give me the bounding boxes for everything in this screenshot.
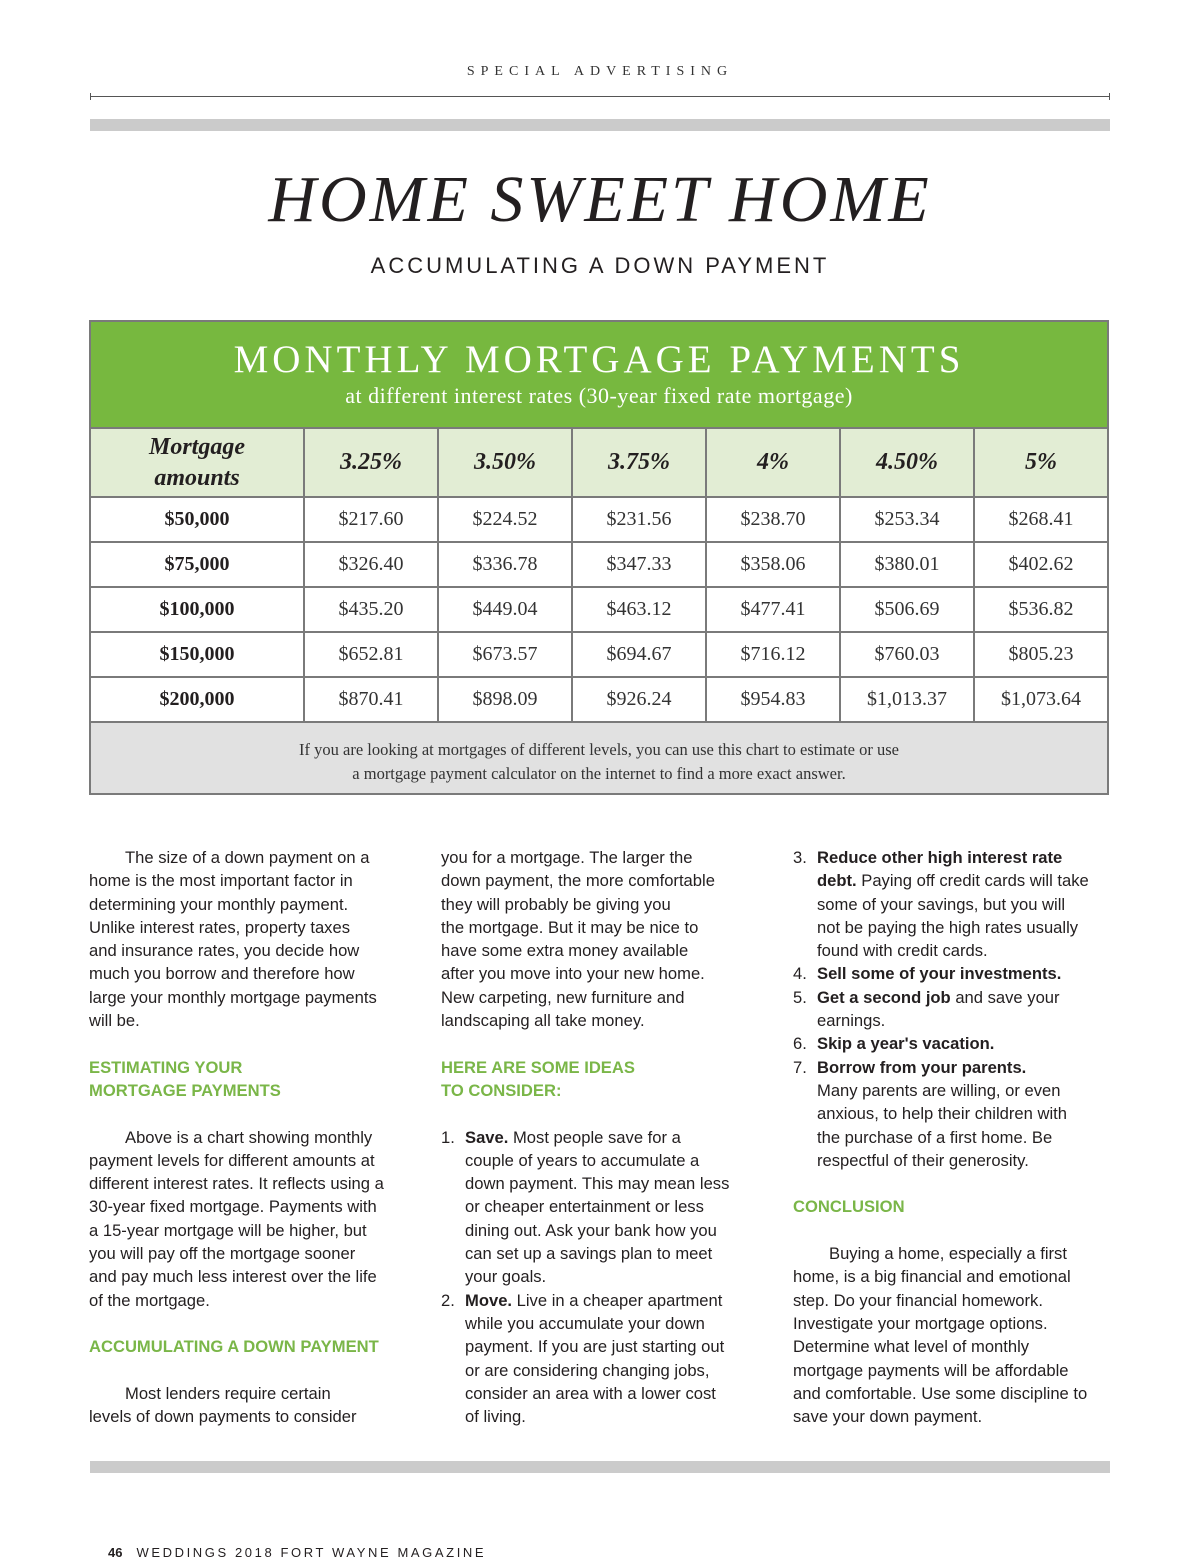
continued-paragraph bbox=[441, 846, 761, 1032]
payment-cell: $231.56 bbox=[572, 497, 706, 542]
payment-cell: $358.06 bbox=[706, 542, 840, 587]
text-line: they will probably be giving you bbox=[441, 894, 671, 914]
list-number: 4. bbox=[793, 964, 807, 984]
list-item bbox=[793, 986, 1113, 1033]
payment-cell: $536.82 bbox=[974, 587, 1107, 632]
payment-cell: $652.81 bbox=[304, 632, 438, 677]
column-header-amounts-line2: amounts bbox=[154, 464, 240, 491]
table-footnote-line1: If you are looking at mortgages of different levels, you can use this chart to estimate or use bbox=[299, 740, 899, 759]
list-number: 7. bbox=[793, 1057, 807, 1077]
row-amount: $50,000 bbox=[91, 497, 304, 542]
list-item-title: Sell some of your investments. bbox=[817, 964, 1062, 984]
list-item bbox=[793, 1032, 1113, 1055]
text-line: Live in a cheaper apartment bbox=[512, 1290, 723, 1310]
table-title: MONTHLY MORTGAGE PAYMENTS bbox=[233, 338, 965, 381]
text-line: payment levels for different amounts at bbox=[89, 1150, 375, 1170]
payment-cell: $926.24 bbox=[572, 677, 706, 722]
text-line: Unlike interest rates, property taxes bbox=[89, 917, 351, 937]
text-line: some of your savings, but you will bbox=[817, 894, 1066, 914]
estimating-paragraph bbox=[89, 1126, 419, 1312]
page-number: 46 bbox=[108, 1545, 123, 1560]
payment-cell: $449.04 bbox=[438, 587, 572, 632]
text-line: landscaping all take money. bbox=[441, 1011, 645, 1031]
payment-cell: $898.09 bbox=[438, 677, 572, 722]
list-item bbox=[793, 962, 1113, 985]
section-heading-estimating bbox=[89, 1056, 419, 1103]
heading-line: HERE ARE SOME IDEAS bbox=[441, 1057, 635, 1077]
payment-cell: $380.01 bbox=[840, 542, 974, 587]
heading-line: MORTGAGE PAYMENTS bbox=[89, 1080, 281, 1100]
list-item bbox=[793, 1056, 1113, 1172]
text-line: have some extra money available bbox=[441, 941, 689, 961]
payment-cell: $402.62 bbox=[974, 542, 1107, 587]
payment-cell: $954.83 bbox=[706, 677, 840, 722]
section-heading-conclusion: CONCLUSION bbox=[793, 1197, 905, 1217]
mortgage-table bbox=[91, 429, 1107, 723]
text-line: determining your monthly payment. bbox=[89, 894, 349, 914]
text-line: the purchase of a first home. Be bbox=[817, 1127, 1053, 1147]
row-amount: $75,000 bbox=[91, 542, 304, 587]
ideas-list bbox=[441, 1126, 761, 1429]
list-item bbox=[441, 1289, 761, 1429]
payment-cell: $326.40 bbox=[304, 542, 438, 587]
publication-name: WEDDINGS 2018 FORT WAYNE MAGAZINE bbox=[136, 1545, 487, 1560]
text-line: a 15-year mortgage will be higher, but bbox=[89, 1220, 367, 1240]
text-line: down payment. This may mean less bbox=[465, 1174, 730, 1194]
row-amount: $150,000 bbox=[91, 632, 304, 677]
article-column-1 bbox=[89, 846, 419, 1428]
section-heading-ideas bbox=[441, 1056, 761, 1103]
text-line: mortgage payments will be affordable bbox=[793, 1360, 1069, 1380]
payment-cell: $1,013.37 bbox=[840, 677, 974, 722]
list-item-title: Save. bbox=[465, 1127, 509, 1147]
list-item-title: Skip a year's vacation. bbox=[817, 1034, 995, 1054]
text-line: Determine what level of monthly bbox=[793, 1337, 1030, 1357]
payment-cell: $224.52 bbox=[438, 497, 572, 542]
column-header-rate: 5% bbox=[974, 429, 1107, 497]
text-line: much you borrow and therefore how bbox=[89, 964, 355, 984]
table-row bbox=[91, 542, 1107, 587]
payment-cell: $463.12 bbox=[572, 587, 706, 632]
text-line: large your monthly mortgage payments bbox=[89, 987, 377, 1007]
text-line: of the mortgage. bbox=[89, 1290, 210, 1310]
payment-cell: $435.20 bbox=[304, 587, 438, 632]
text-line: Paying off credit cards will take bbox=[856, 871, 1089, 891]
payment-cell: $217.60 bbox=[304, 497, 438, 542]
payment-cell: $760.03 bbox=[840, 632, 974, 677]
payment-cell: $673.57 bbox=[438, 632, 572, 677]
top-rule bbox=[90, 96, 1110, 97]
list-item-title: Borrow from your parents. bbox=[817, 1057, 1027, 1077]
text-line: or cheaper entertainment or less bbox=[465, 1197, 704, 1217]
table-header-banner bbox=[91, 322, 1107, 429]
column-header-amounts bbox=[91, 429, 304, 497]
row-amount: $100,000 bbox=[91, 587, 304, 632]
text-line: earnings. bbox=[817, 1011, 886, 1031]
column-header-rate: 3.75% bbox=[572, 429, 706, 497]
text-line: dining out. Ask your bank how you bbox=[465, 1220, 717, 1240]
section-heading-down-payment: ACCUMULATING A DOWN PAYMENT bbox=[89, 1337, 379, 1357]
text-line: Many parents are willing, or even bbox=[817, 1080, 1061, 1100]
text-line: The size of a down payment on a bbox=[125, 848, 370, 867]
text-line: while you accumulate your down bbox=[465, 1313, 705, 1333]
table-footnote bbox=[91, 723, 1107, 793]
table-row bbox=[91, 497, 1107, 542]
text-line: your goals. bbox=[465, 1267, 547, 1287]
list-item-title: Reduce other high interest rate bbox=[817, 848, 1063, 867]
down-payment-paragraph bbox=[89, 1382, 419, 1429]
table-footnote-line2: a mortgage payment calculator on the internet to find a more exact answer. bbox=[352, 764, 846, 783]
article-column-2 bbox=[441, 846, 761, 1428]
list-item bbox=[793, 846, 1113, 962]
payment-cell: $347.33 bbox=[572, 542, 706, 587]
payment-cell: $336.78 bbox=[438, 542, 572, 587]
text-line: or are considering changing jobs, bbox=[465, 1360, 710, 1380]
payment-cell: $870.41 bbox=[304, 677, 438, 722]
text-line: save your down payment. bbox=[793, 1407, 983, 1427]
text-line: the mortgage. But it may be nice to bbox=[441, 917, 699, 937]
text-line: Investigate your mortgage options. bbox=[793, 1313, 1048, 1333]
list-number: 2. bbox=[441, 1290, 455, 1310]
text-line: Buying a home, especially a first bbox=[829, 1244, 1067, 1264]
text-line: not be paying the high rates usually bbox=[817, 917, 1079, 937]
ideas-list-continued bbox=[793, 846, 1113, 1172]
table-row bbox=[91, 587, 1107, 632]
payment-cell: $477.41 bbox=[706, 587, 840, 632]
text-line: found with credit cards. bbox=[817, 941, 988, 961]
section-kicker: SPECIAL ADVERTISING bbox=[466, 64, 734, 79]
list-item-title: Get a second job bbox=[817, 987, 951, 1007]
text-line: couple of years to accumulate a bbox=[465, 1150, 700, 1170]
text-line: will be. bbox=[89, 1011, 140, 1031]
payment-cell: $268.41 bbox=[974, 497, 1107, 542]
table-header-row bbox=[91, 429, 1107, 497]
mortgage-table-box bbox=[89, 320, 1109, 795]
text-line: payment. If you are just starting out bbox=[465, 1337, 725, 1357]
intro-paragraph bbox=[89, 846, 419, 1032]
text-line: and comfortable. Use some discipline to bbox=[793, 1383, 1088, 1403]
payment-cell: $694.67 bbox=[572, 632, 706, 677]
column-header-rate: 4.50% bbox=[840, 429, 974, 497]
table-subtitle: at different interest rates (30-year fixed rate mortgage) bbox=[345, 383, 853, 408]
column-header-rate: 4% bbox=[706, 429, 840, 497]
text-line: of living. bbox=[465, 1407, 526, 1427]
conclusion-paragraph bbox=[793, 1242, 1113, 1428]
text-line: you will pay off the mortgage sooner bbox=[89, 1244, 356, 1264]
text-line: you for a mortgage. The larger the bbox=[441, 848, 693, 867]
text-line: down payment, the more comfortable bbox=[441, 871, 715, 891]
list-item-title: Move. bbox=[465, 1290, 513, 1310]
text-line: consider an area with a lower cost bbox=[465, 1383, 716, 1403]
text-line: can set up a savings plan to meet bbox=[465, 1244, 713, 1264]
row-amount: $200,000 bbox=[91, 677, 304, 722]
text-line: and pay much less interest over the life bbox=[89, 1267, 377, 1287]
text-line: and insurance rates, you decide how bbox=[89, 941, 360, 961]
table-row bbox=[91, 677, 1107, 722]
text-line: levels of down payments to consider bbox=[89, 1407, 357, 1427]
text-line: New carpeting, new furniture and bbox=[441, 987, 685, 1007]
list-item-title: debt. bbox=[817, 871, 857, 891]
text-line: Above is a chart showing monthly bbox=[125, 1127, 373, 1147]
text-line: and save your bbox=[950, 987, 1060, 1007]
list-number: 5. bbox=[793, 987, 807, 1007]
payment-cell: $238.70 bbox=[706, 497, 840, 542]
page-title: HOME SWEET HOME bbox=[268, 163, 932, 236]
text-line: anxious, to help their children with bbox=[817, 1104, 1067, 1124]
text-line: Most lenders require certain bbox=[125, 1383, 331, 1403]
bottom-band bbox=[90, 1461, 1110, 1473]
page-subtitle: ACCUMULATING A DOWN PAYMENT bbox=[370, 253, 830, 278]
text-line: 30-year fixed mortgage. Payments with bbox=[89, 1197, 377, 1217]
list-item bbox=[441, 1126, 761, 1289]
text-line: step. Do your financial homework. bbox=[793, 1290, 1043, 1310]
top-band bbox=[90, 119, 1110, 131]
list-number: 3. bbox=[793, 848, 807, 867]
article-column-3 bbox=[793, 846, 1113, 1428]
column-header-rate: 3.25% bbox=[304, 429, 438, 497]
table-row bbox=[91, 632, 1107, 677]
list-number: 1. bbox=[441, 1127, 455, 1147]
text-line: home is the most important factor in bbox=[89, 871, 353, 891]
column-header-rate: 3.50% bbox=[438, 429, 572, 497]
text-line: different interest rates. It reflects using a bbox=[89, 1174, 384, 1194]
heading-line: ESTIMATING YOUR bbox=[89, 1057, 243, 1077]
payment-cell: $805.23 bbox=[974, 632, 1107, 677]
text-line: Most people save for a bbox=[508, 1127, 681, 1147]
payment-cell: $506.69 bbox=[840, 587, 974, 632]
text-line: after you move into your new home. bbox=[441, 964, 705, 984]
payment-cell: $253.34 bbox=[840, 497, 974, 542]
payment-cell: $1,073.64 bbox=[974, 677, 1107, 722]
heading-line: TO CONSIDER: bbox=[441, 1080, 562, 1100]
text-line: home, is a big financial and emotional bbox=[793, 1267, 1071, 1287]
list-number: 6. bbox=[793, 1034, 807, 1054]
text-line: respectful of their generosity. bbox=[817, 1150, 1029, 1170]
column-header-amounts-line1: Mortgage bbox=[149, 433, 245, 460]
payment-cell: $716.12 bbox=[706, 632, 840, 677]
